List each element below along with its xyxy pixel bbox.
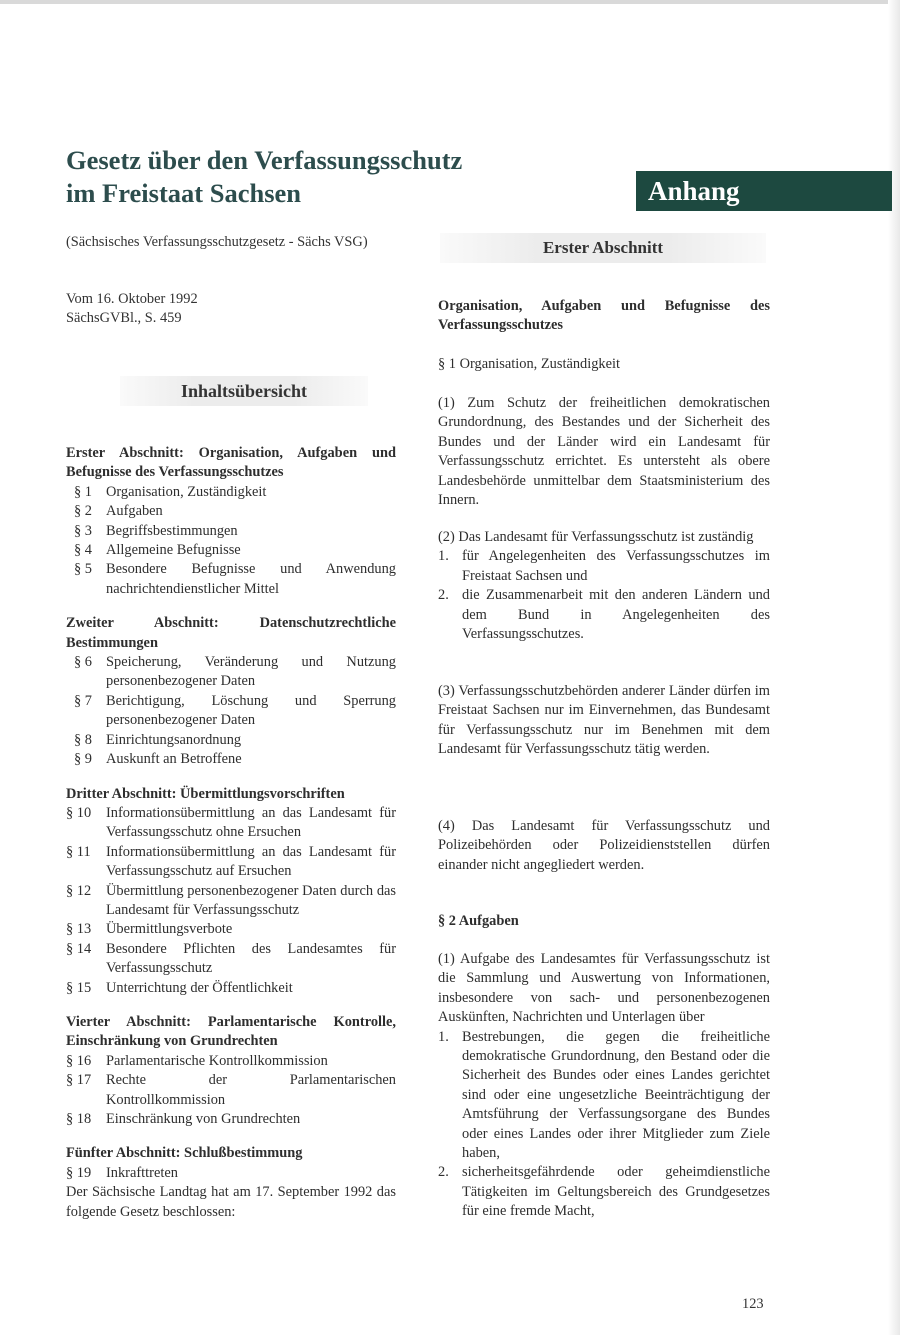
toc-item-text: Besondere Befugnisse und Anwendung nachrichtendienstlicher Mittel [106, 561, 396, 597]
paragraph-1-abs-4 [438, 817, 770, 875]
list-item [438, 1028, 770, 1164]
toc-item-number: § 1 [74, 483, 92, 500]
toc-group [66, 1013, 396, 1129]
toc-item-number: § 10 [66, 804, 92, 821]
list-item-number: 1. [438, 548, 449, 565]
toc-item-number: § 14 [66, 940, 92, 957]
list-item-number: 2. [438, 587, 449, 604]
toc-item-text: Unterrichtung der Öffentlichkeit [106, 979, 293, 996]
paragraph-2-title: § 2 Aufgaben [438, 913, 519, 929]
toc-item [66, 882, 396, 921]
toc-item-text: Inkrafttreten [106, 1164, 178, 1181]
toc-item-number: § 16 [66, 1052, 92, 1069]
toc-item [66, 979, 396, 998]
paragraph-2-heading [438, 912, 770, 931]
list-item-text: sicherheitsgefährdende oder geheimdienstliche Tätigkeiten im Geltungsbereich des Grundgesetzes für eine fremde Macht, [462, 1164, 770, 1220]
toc-item [66, 731, 396, 750]
list-item-text: Bestrebungen, die gegen die freiheitliche demokratische Grundordnung, den Bestand oder die Sicherheit des Bundes oder eines Landes gerichtet sind oder eine ungesetzliche Beeinträchtigung der Amtsführung der Verfassungsorgane des Bundes oder eines Landes oder ihrer Mitglieder zum Ziele haben, [462, 1028, 770, 1162]
table-of-contents [66, 444, 396, 1222]
toc-group-title: Vierter Abschnitt: Parlamentarische Kontrolle, Einschränkung von Grundrechten [66, 1013, 396, 1050]
toc-item-number: § 2 [74, 503, 92, 520]
toc-group-title: Fünfter Abschnitt: Schlußbestimmung [66, 1145, 303, 1162]
toc-item-number: § 19 [66, 1164, 92, 1181]
toc-item [66, 483, 396, 502]
toc-group-title: Dritter Abschnitt: Übermittlungsvorschriften [66, 785, 345, 802]
paragraph-1-abs-1-text: (1) Zum Schutz der freiheitlichen demokratischen Grundordnung, des Bestandes und der Sicherheit des Bundes und der Länder wird ein Landesamt für Verfassungsschutz errichtet. Es untersteht als obere Landesbehörde unmittelbar dem Staatsministerium des Innern. [438, 395, 770, 509]
list-item [438, 547, 770, 586]
toc-item-number: § 9 [74, 751, 92, 768]
toc-item-number: § 12 [66, 882, 92, 899]
toc-item [66, 560, 396, 599]
paragraph-1-heading [438, 355, 770, 374]
paragraph-1-abs-3 [438, 682, 770, 760]
paragraph-1-abs-2 [438, 528, 770, 644]
toc-item-text: Informationsübermittlung an das Landesamt für Verfassungsschutz ohne Ersuchen [106, 804, 396, 841]
toc-group [66, 444, 396, 599]
toc-item-text: Übermittlungsverbote [106, 921, 233, 938]
toc-item [66, 522, 396, 541]
toc-item-number: § 18 [66, 1111, 92, 1127]
page-number: 123 [742, 1296, 764, 1312]
section-heading: Erster Abschnitt [440, 233, 766, 263]
toc-item-number: § 5 [74, 561, 92, 578]
list-item-text: die Zusammenarbeit mit den anderen Ländern und dem Bund in Angelegenheiten des Verfassungsschutzes. [462, 587, 770, 643]
toc-item-number: § 7 [74, 692, 92, 709]
toc-item [66, 1071, 396, 1110]
section-subheading [438, 297, 770, 336]
toc-item-number: § 17 [66, 1072, 92, 1089]
toc-group-title: Zweiter Abschnitt: Datenschutzrechtliche Bestimmungen [66, 615, 396, 651]
paragraph-1-abs-2-intro: (2) Das Landesamt für Verfassungsschutz ist zuständig [438, 529, 754, 545]
toc-item-text: Einrichtungsanordnung [106, 731, 242, 748]
toc-item-text: Organisation, Zuständigkeit [106, 483, 267, 500]
toc-item [66, 920, 396, 939]
toc-item [66, 1052, 396, 1071]
list-item-text: für Angelegenheiten des Verfassungsschutzes im Freistaat Sachsen und [462, 548, 770, 584]
law-subtitle [66, 233, 406, 252]
toc-group [66, 614, 396, 769]
toc-item [66, 502, 396, 521]
toc-item-number: § 15 [66, 979, 92, 996]
toc-item [66, 1164, 396, 1183]
law-abbreviation: (Sächsisches Verfassungsschutzgesetz - Sächs VSG) [66, 234, 368, 250]
toc-item [66, 653, 396, 692]
toc-item [66, 1110, 396, 1129]
toc-item-number: § 13 [66, 921, 92, 938]
section-tab-anhang: Anhang [636, 171, 892, 211]
toc-item-text: Berichtigung, Löschung und Sperrung personenbezogener Daten [106, 692, 396, 729]
toc-item-number: § 3 [74, 522, 92, 539]
paragraph-1-abs-4-text: (4) Das Landesamt für Verfassungsschutz und Polizeibehörden oder Polizeidienststellen dürfen einander nicht angegliedert werden. [438, 818, 770, 873]
toc-item [66, 940, 396, 979]
toc-item [66, 804, 396, 843]
toc-item-text: Auskunft an Betroffene [106, 751, 242, 768]
toc-item-number: § 4 [74, 542, 92, 559]
list-item-number: 1. [438, 1028, 449, 1045]
toc-item [66, 843, 396, 882]
toc-item-number: § 11 [66, 843, 91, 860]
section-subheading-text: Organisation, Aufgaben und Befugnisse des Verfassungsschutzes [438, 298, 770, 334]
toc-heading: Inhaltsübersicht [120, 376, 368, 406]
toc-item-text: Übermittlung personenbezogener Daten durch das Landesamt für Verfassungsschutz [106, 882, 396, 918]
toc-group [66, 785, 396, 998]
toc-item [66, 541, 396, 560]
enactment-clause: Der Sächsische Landtag hat am 17. September 1992 das folgende Gesetz beschlossen: [66, 1184, 396, 1220]
law-date-block [66, 290, 406, 329]
toc-item-text: Informationsübermittlung an das Landesamt für Verfassungsschutz auf Ersuchen [106, 843, 396, 880]
toc-item-text: Aufgaben [106, 503, 163, 520]
toc-group [66, 1144, 396, 1183]
paragraph-2-abs-1 [438, 950, 770, 1222]
toc-group-title: Erster Abschnitt: Organisation, Aufgaben und Befugnisse des Verfassungsschutzes [66, 445, 396, 481]
toc-item-number: § 8 [74, 731, 92, 748]
paragraph-1-title: § 1 Organisation, Zuständigkeit [438, 356, 620, 372]
toc-item-text: Rechte der Parlamentarischen Kontrollkommission [106, 1072, 396, 1108]
toc-item-number: § 6 [74, 654, 92, 671]
toc-item-text: Parlamentarische Kontrollkommission [106, 1052, 328, 1069]
toc-item [66, 750, 396, 769]
toc-item-text: Einschränkung von Grundrechten [106, 1111, 301, 1127]
toc-item-text: Speicherung, Veränderung und Nutzung personenbezogener Daten [106, 654, 396, 690]
list-item [438, 586, 770, 644]
toc-item-text: Besondere Pflichten des Landesamtes für Verfassungsschutz [106, 940, 396, 977]
toc-item-text: Begriffsbestimmungen [106, 522, 238, 539]
paragraph-1-abs-1 [438, 394, 770, 510]
list-item-number: 2. [438, 1164, 449, 1181]
paragraph-1-abs-3-text: (3) Verfassungsschutzbehörden anderer Länder dürfen im Freistaat Sachsen nur im Einvernehmen, das Bundesamt für Verfassungsschutz nur im Benehmen mit dem Landesamt für Verfassungsschutz tätig werden. [438, 683, 770, 758]
top-edge-line [0, 0, 900, 4]
law-date: Vom 16. Oktober 1992 [66, 291, 198, 307]
paragraph-2-abs-1-intro: (1) Aufgabe des Landesamtes für Verfassungsschutz ist die Sammlung und Auswertung von Informationen, insbesondere von sach- und personenbezogenen Auskünften, Nachrichten und Unterlagen über [438, 951, 770, 1026]
toc-item-text: Allgemeine Befugnisse [106, 542, 241, 559]
law-gazette-reference: SächsGVBl., S. 459 [66, 310, 182, 327]
page-title: Gesetz über den Verfassungsschutz im Freistaat Sachsen [66, 145, 463, 208]
toc-item [66, 692, 396, 731]
list-item [438, 1163, 770, 1221]
